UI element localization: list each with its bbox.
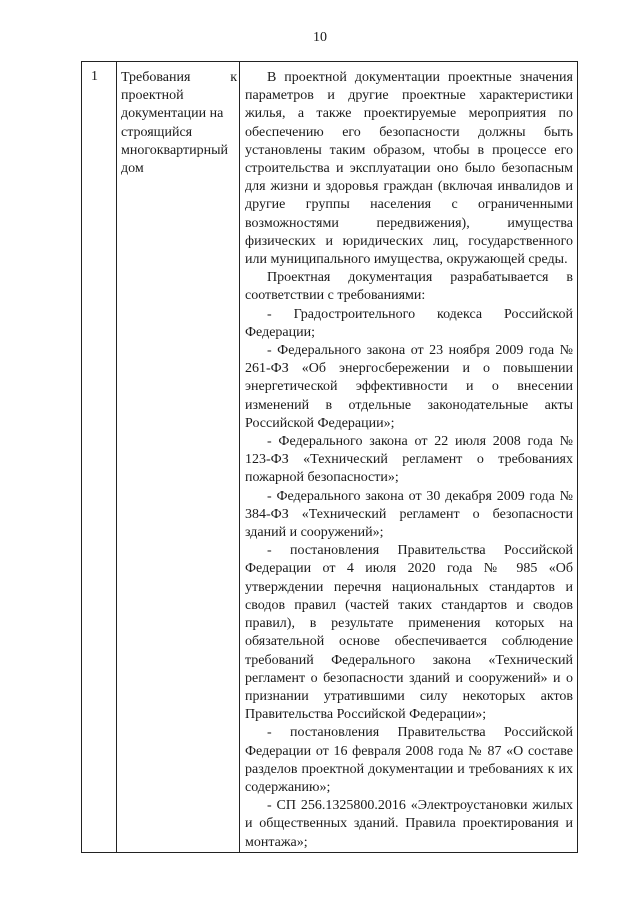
requirements-table bbox=[81, 61, 578, 853]
row-number: 1 bbox=[91, 69, 98, 84]
requirement-item: - постановления Правительства Российской Федерации от 16 февраля 2008 года № 87 «О составе разделов проектной документации и требованиях к их содержанию»; bbox=[245, 725, 573, 795]
row-title-line: строящийся bbox=[121, 124, 193, 140]
row-title-line: проектной bbox=[121, 88, 184, 104]
requirement-item: - Федерального закона от 23 ноября 2009 года № 261-ФЗ «Об энергосбережении и о повышении энергетической эффективности и о внесении изменений в отдельные законодательные акты Российской Федерации»; bbox=[245, 343, 573, 431]
row-title-cell bbox=[117, 62, 240, 853]
table-row bbox=[82, 62, 578, 853]
requirement-item: - СП 256.1325800.2016 «Электроустановки жилых и общественных зданий. Правила проектирования и монтажа»; bbox=[245, 798, 573, 850]
row-title-line bbox=[121, 69, 237, 87]
row-title-line: многоквартирный bbox=[121, 142, 229, 158]
row-description-cell bbox=[240, 62, 578, 853]
description-paragraph: В проектной документации проектные значения параметров и другие проектные характеристики жилья, а также проектируемые мероприятия по обеспечению его безопасности должны быть установлены таким образом, чтобы в процессе его строительства и эксплуатации оно было безопасным для жизни и здоровья граждан (включая инвалидов и другие группы населения с ограниченными возможностями передвижения), имущества физических и юридических лиц, государственного или муниципального имущества, окружающей среды. bbox=[245, 70, 573, 268]
requirement-item: - Федерального закона от 30 декабря 2009 года № 384-ФЗ «Технический регламент о безопасности зданий и сооружений»; bbox=[245, 488, 573, 541]
row-title-word: Требования bbox=[121, 70, 191, 85]
row-title-line: дом bbox=[121, 161, 144, 177]
description-paragraph: Проектная документация разрабатывается в соответствии с требованиями: bbox=[245, 270, 573, 304]
page-number: 10 bbox=[313, 30, 327, 45]
requirement-item: - постановления Правительства Российской Федерации от 4 июля 2020 года № 985 «Об утверждении перечня национальных стандартов и сводов правил (частей таких стандартов и сводов правил), в результате применения которых на обязательной основе обеспечивается соблюдение требований Федерального закона «Технический регламент о безопасности зданий и сооружений» и о признании утратившими силу некоторых актов Правительства Российской Федерации»; bbox=[245, 543, 573, 723]
row-title-word: к bbox=[230, 70, 237, 85]
row-description bbox=[240, 62, 577, 852]
row-title bbox=[117, 62, 239, 178]
requirement-item: - Градостроительного кодекса Российской Федерации; bbox=[245, 306, 573, 340]
row-number-cell bbox=[82, 62, 117, 853]
requirement-item: - Федерального закона от 22 июля 2008 года № 123-ФЗ «Технический регламент о требованиях пожарной безопасности»; bbox=[245, 434, 573, 486]
row-title-line: документации на bbox=[121, 106, 224, 122]
